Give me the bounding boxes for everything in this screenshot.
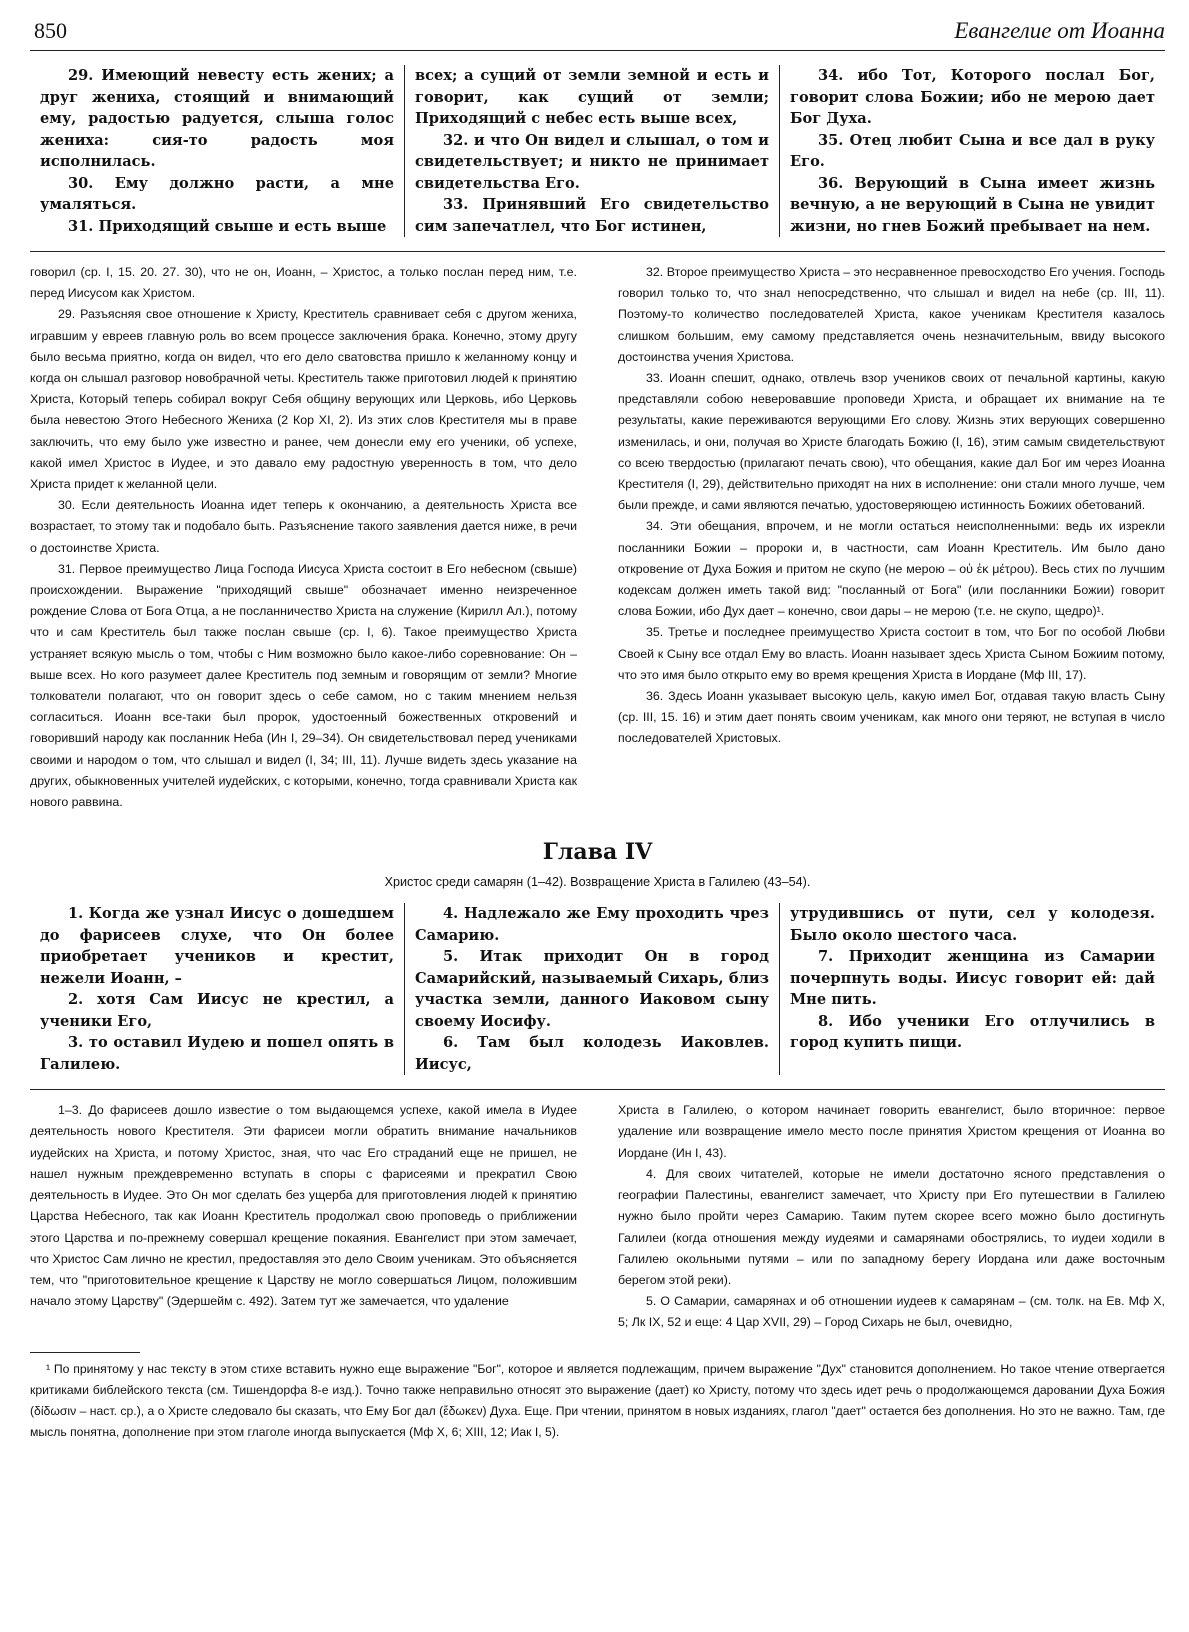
- commentary-paragraph: 33. Иоанн спешит, однако, отвлечь взор учеников своих от печальной картины, какую представляли собою неверовавшие проповеди Христа, и обращает их внимание на те результаты, какие переживаются верующими Его слову. Жизнь этих верующих совершенно изменилась, и они, получая во Христе благодать Божию (I, 16), этим самым свидетельствуют со всею твердостью (прилагают печать свою), что обещания, какие дал Бог им через Иоанна Крестителя (I, 29), действительно приходят на них в исполнение: они стали много лучше, чем были прежде, и сами являются печатью, удостоверяющею истинность Божиих обетований.: [618, 371, 1165, 513]
- section-divider: [30, 1089, 1165, 1090]
- verse: 31. Приходящий свыше и есть выше: [68, 217, 387, 235]
- footnote: [30, 1359, 1165, 1443]
- verse: утрудившись от пути, сел у колодезя. Было около шестого часа.: [790, 905, 1155, 944]
- commentary-paragraph: 34. Эти обещания, впрочем, и не могли остаться неисполненными: ведь их изрекли посланники Божии – пророки и, в частности, сам Иоанн Креститель. Им было дано откровение от Духа Божия и притом не скупо (не мерою – οὐ ἐκ μέτρου). Весь стих по лучшим кодексам должен иметь такой вид: "посланный от Бога" (или посланники Божии) говорит слова Божии, ибо Дух дает – конечно, свои дары – не мерою (т.е. не скупо, щедро)¹.: [618, 519, 1165, 619]
- verse: всех; а сущий от земли земной и есть и говорит, как сущий от земли; Приходящий с небес есть выше всех,: [415, 67, 769, 127]
- commentary-paragraph: 31. Первое преимущество Лица Господа Иисуса Христа состоит в Его небесном (свыше) происхождении. Выражение "приходящий свыше" обозначает именно неизреченное рождение Слова от Бога Отца, а не посланничество Христа на служение (Кирилл Ал.), потому что и сам Креститель был также послан свыше (ср. I, 6). Такое преимущество Христа устраняет всякую мысль о том, чтобы с Ним возможно было какое-либо соревнование: Он – выше всех. Но кого разумеет далее Креститель под земным и говорящим от земли? Многие толкователи полагают, что он говорит здесь о себе самом, но с таким мнением нельзя согласиться. Иоанн все-таки был пророк, удостоенный божественных откровений и говоривший народу как посланник Неба (Ин I, 29–34). Он свидетельствовал перед учениками своими и народом о том, что слышал и видел (I, 34; III, 11). Лучше видеть здесь указание на других, обыкновенных учителей иудейских, с которыми, конечно, тогда сравнивали Христа как нового раввина.: [30, 561, 577, 810]
- commentary-column-2: [618, 1100, 1165, 1333]
- verse-column-1: [30, 65, 404, 237]
- commentary-paragraph: 36. Здесь Иоанн указывает высокую цель, какую имел Бог, отдавая такую власть Сыну (ср. III, 15. 16) и этим дает понять своим ученикам, как много они теряют, не вступая в число последователей Христовых.: [618, 689, 1165, 746]
- commentary-paragraph: говорил (ср. I, 15. 20. 27. 30), что не он, Иоанн, – Христос, а только послан перед ним, т.е. перед Иисусом как Христом.: [30, 265, 577, 301]
- verse: 2. хотя Сам Иисус не крестил, а ученики Его,: [40, 991, 394, 1030]
- verse: 5. Итак приходит Он в город Самарийский, называемый Сихарь, близ участка земли, данного Иаковом сыну своему Иосифу.: [415, 948, 769, 1030]
- commentary-column-1: [30, 1100, 577, 1333]
- verse: 6. Там был колодезь Иаковлев. Иисус,: [415, 1034, 769, 1073]
- verse: 33. Принявший Его свидетельство сим запечатлел, что Бог истинен,: [415, 196, 769, 235]
- page: [30, 14, 1165, 1443]
- verse: 34. ибо Тот, Которого послал Бог, говорит слова Божии; ибо не мерою дает Бог Духа.: [790, 67, 1155, 127]
- running-title: Евангелие от Иоанна: [954, 18, 1165, 43]
- verse: 3. то оставил Иудею и пошел опять в Галилею.: [40, 1034, 394, 1073]
- verse: 7. Приходит женщина из Самарии почерпнуть воды. Иисус говорит ей: дай Мне пить.: [790, 948, 1155, 1009]
- page-number: 850: [34, 18, 67, 43]
- commentary-column-1: [30, 262, 577, 813]
- verse: 29. Имеющий невесту есть жених; а друг жениха, стоящий и внимающий ему, радостью радуется, слыша голос жениха: сия-то радость моя исполнилась.: [40, 67, 394, 170]
- page-header: [30, 14, 1165, 51]
- verse: 30. Ему должно расти, а мне умаляться.: [40, 174, 394, 213]
- commentary-bottom: [30, 1100, 1165, 1333]
- commentary-paragraph: Христа в Галилею, о котором начинает говорить евангелист, было вторичное: первое удаление или возвращение имело место после принятия Христом крещения от Иоанна во Иордане (Ин I, 43).: [618, 1103, 1165, 1160]
- commentary-paragraph: 29. Разъясняя свое отношение к Христу, Креститель сравнивает себя с другом жениха, игравшим у евреев главную роль во всем процессе заключения брака. Конечно, этому другу было весьма приятно, когда он видел, что его дело сватовства пришло к желанному концу и когда он слышал разговор новобрачной четы. Креститель также приготовил людей к принятию Христа, Который теперь собирал вокруг Себя общину верующих или Церковь, ибо Церковь была невестою Этого Небесного Жениха (2 Кор XI, 2). Из этих слов Крестителя мы в праве заключить, что ему было уже известно и ранее, чем донесли ему его ученики, об успехе, какой имел Христос в Иудее, и это давало ему радостную уверенность в том, что дело Христа придет к желанной цели.: [30, 307, 577, 492]
- footnote-text: ¹ По принятому у нас тексту в этом стихе вставить нужно еще выражение "Бог", которое и является подлежащим, причем выражение "Дух" становится дополнением. Но такое чтение отвергается критиками библейского текста (см. Тишендорфа 8-е изд.). Точно также неправильно относят это выражение (дает) ко Христу, потому что здесь идет речь о продолжающемся даровании Духа Божия (δίδωσιν – наст. ср.), а о Христе следовало бы сказать, что Ему Бог дал (ἔδωκεν) Духа. Еще. При чтении, принятом в новых изданиях, глагол "дает" остается без дополнения. Но это не важно. Там, где мысль понятна, дополнение при этом глаголе иногда выпускается (Мф X, 6; XIII, 12; Иак I, 5).: [30, 1361, 1165, 1439]
- verse: 35. Отец любит Сына и все дал в руку Его.: [790, 131, 1155, 170]
- verse-column-2: [404, 903, 779, 1075]
- footnote-rule: [30, 1352, 140, 1353]
- commentary-paragraph: 30. Если деятельность Иоанна идет теперь к окончанию, а деятельность Христа все возрастает, то этому так и подобало быть. Разъяснение такого заявления дается ниже, в речи о достоинстве Христа.: [30, 498, 577, 555]
- commentary-paragraph: 5. О Самарии, самарянах и об отношении иудеев к самарянам – (см. толк. на Ев. Мф X, 5; Лк IX, 52 и еще: 4 Цар XVII, 29) – Город Сихарь не был, очевидно,: [618, 1294, 1165, 1330]
- verse-column-3: [779, 65, 1165, 237]
- commentary-paragraph: 35. Третье и последнее преимущество Христа состоит в том, что Бог по особой Любви Своей к Сыну все отдал Ему во власть. Иоанн называет здесь Христа Сыном Божиим потому, что это имя было открыто ему во время крещения Христа в Иордане (Мф III, 17).: [618, 625, 1165, 682]
- verses-top: [30, 65, 1165, 237]
- verse: 4. Надлежало же Ему проходить чрез Самарию.: [415, 905, 769, 944]
- commentary-paragraph: 4. Для своих читателей, которые не имели достаточно ясного представления о географии Палестины, евангелист замечает, что Христу при Его путешествии в Галилею нужно было пройти через Самарию. Таким путем скорее всего можно было достигнуть Галилеи (когда отношения между иудеями и самарянами обострялись, то иудеи ходили в Галилею окольными путями – или по западному берегу Иордана или даже восточным берегом этой реки).: [618, 1166, 1165, 1287]
- verse-column-2: [404, 65, 779, 237]
- commentary-paragraph: 1–3. До фарисеев дошло известие о том выдающемся успехе, какой имела в Иудее деятельность нового Крестителя. Эти фарисеи могли обратить внимание начальников иудейских на Христа, и потому Христос, зная, что час Его страданий еще не пришел, не нашел нужным преждевременно вступать в споры с фарисеями и прекратил Свою деятельность в Иудее. Это Он мог сделать без ущерба для приготовления людей к принятию Царства Небесного, так как Иоанн Креститель продолжал свою проповедь о приближении этого Царства и по-прежнему совершал крещение покаяния. Евангелист при этом замечает, что Христос Сам лично не крестил, предоставляя это дело Своим ученикам. Это объясняется тем, что "приготовительное крещение к Царству не могло совершаться Лицом, положившим начало этому Царству" (Эдершейм с. 492). Затем тут же замечается, что удаление: [30, 1103, 577, 1309]
- verse: 36. Верующий в Сына имеет жизнь вечную, а не верующий в Сына не увидит жизни, но гнев Божий пребывает на нем.: [790, 174, 1155, 235]
- section-divider: [30, 251, 1165, 252]
- verse: 8. Ибо ученики Его отлучились в город купить пищи.: [790, 1012, 1155, 1052]
- verse: 1. Когда же узнал Иисус о дошедшем до фарисеев слухе, что Он более приобретает учеников и крестит, нежели Иоанн, –: [40, 905, 394, 987]
- verse-column-1: [30, 903, 404, 1075]
- commentary-column-2: [618, 262, 1165, 813]
- chapter-subtitle: Христос среди самарян (1–42). Возвращение Христа в Галилею (43–54).: [384, 875, 811, 890]
- chapter-title: Глава IV: [542, 839, 653, 866]
- verses-bottom: [30, 903, 1165, 1075]
- commentary-paragraph: 32. Второе преимущество Христа – это несравненное превосходство Его учения. Господь говорил только то, что знал непосредственно, что слышал и видел на небе (ср. III, 11). Поэтому-то количество последователей Христа, какое ученикам Крестителя казалось слишком большим, ему самому представляется очень незначительным, ввиду высокого достоинства учения Христова.: [618, 265, 1165, 364]
- commentary-top: [30, 262, 1165, 813]
- verse: 32. и что Он видел и слышал, о том и свидетельствует; и никто не принимает свидетельства Его.: [415, 131, 769, 192]
- verse-column-3: [779, 903, 1165, 1075]
